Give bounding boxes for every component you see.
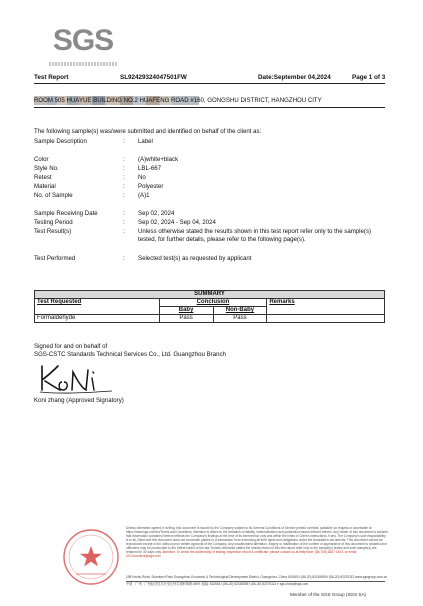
client-address: ROOM 505 HUAYUE BUILDING NO.2 HUAFENG ROAD #160, GONGSHU DISTRICT, HANGZHOU CITY — [34, 97, 322, 104]
field-label: Style No. — [34, 165, 59, 172]
office-address-en: 198 Kezhu Road, Scientech Park Guangzhou Economic & Technological Development District, Guangzhou, China 510663 t (86-20) 82155555 f (86-20) 82075113 www.sgsgroup.com.cn — [126, 575, 388, 579]
sgs-logo — [49, 18, 117, 66]
field-colon: : — [123, 228, 125, 235]
field-colon: : — [123, 165, 125, 172]
field-value: Sep 02, 2024 — [138, 210, 175, 217]
table-row — [35, 315, 385, 323]
signatory-name: Koni zhang (Approved Signatory) — [34, 397, 124, 404]
official-stamp-seal — [62, 528, 120, 586]
field-label: Sample Description — [34, 138, 87, 145]
field-value: Polyester — [138, 183, 164, 190]
logo-dots — [49, 62, 117, 66]
signed-line-2: SGS-CSTC Standards Technical Services Co., Ltd. Guangzhou Branch — [34, 351, 226, 358]
field-value: (A)1 — [138, 192, 150, 199]
summary-table — [34, 290, 385, 323]
field-colon: : — [123, 156, 125, 163]
footer-rule — [126, 581, 385, 582]
field-colon: : — [123, 174, 125, 181]
field-label: No. of Sample — [34, 192, 73, 199]
field-colon: : — [123, 219, 125, 226]
cell-non-baby: Pass — [213, 315, 267, 323]
footer — [56, 520, 386, 590]
field-label: Sample Receiving Date — [34, 210, 98, 217]
field-value: Unless otherwise stated the results shown in this test report refer only to the sample(s) tested, for further details, please refer to the following page(s). — [138, 228, 372, 243]
field-value: (A)white+black — [138, 156, 179, 163]
field-label: Retest — [34, 174, 52, 181]
field-value: Selected test(s) as requested by applicant — [138, 255, 252, 262]
col-conclusion: Conclusion — [159, 299, 267, 307]
fine-print-text: Unless otherwise agreed in writing, this document is issued by the Company subject to its General Conditions of Service printed overleaf, available on request or accessible at https://www.sgs.com/en/Terms-and-Conditions. Attention is drawn to the limitation of liability, indemnification and jurisdiction issues defined therein. Any holder of this document is advised that information contained hereon reflects the Company's findings at the time of its intervention only and within the limits of Client's instructions, if any. The Company's sole responsibility is to its Client and this document does not exonerate parties to a transaction from exercising all their rights and obligations under the transaction documents. This document cannot be reproduced except in full, without prior written approval of the Company. Any unauthorized alteration, forgery or falsification of the content or appearance of this document is unlawful and offenders may be prosecuted to the fullest extent of the law. Unless otherwise stated the results shown in this test report refer only to the sample(s) tested and such sample(s) are retained for 30 days only. — [126, 526, 388, 554]
office-address-cn: 中国 · 广州 · 广州经济技术开发区科学城科珠路198号 邮编: 510663 t (86-20) 82155555 f (86-20) 82075113 e sgs.china@sgs.com — [126, 582, 309, 586]
report-number: SL92429324047501FW — [120, 74, 187, 81]
col-remarks: Remarks — [267, 299, 385, 315]
handwritten-signature — [36, 360, 116, 396]
page-number: Page 1 of 3 — [352, 74, 386, 81]
client-address-row — [34, 96, 385, 105]
intro-text: The following sample(s) was/were submitted and identified on behalf of the client as: — [34, 128, 262, 135]
cell-remarks — [267, 315, 385, 323]
col-baby: Baby — [159, 307, 213, 315]
field-label: Color — [34, 156, 49, 163]
cell-test: Formaldehyde — [35, 315, 160, 323]
field-colon: : — [123, 255, 125, 262]
terms-fine-print — [126, 526, 388, 558]
col-test-requested: Test Requested — [35, 299, 160, 315]
member-of-sgs-group: Member of the SGS Group (SGS SA) — [290, 592, 367, 597]
field-label: Test Result(s) — [34, 228, 72, 235]
field-value: LBL-667 — [138, 165, 162, 172]
field-colon: : — [123, 210, 125, 217]
field-label: Test Performed — [34, 255, 76, 262]
field-label: Testing Period — [34, 219, 73, 226]
field-value: No — [138, 174, 146, 181]
signed-line-1: Signed for and on behalf of — [34, 343, 108, 350]
field-colon: : — [123, 138, 125, 145]
field-value: Sep 02, 2024 - Sep 04, 2024 — [138, 219, 216, 226]
field-label: Material — [34, 183, 56, 190]
field-colon: : — [123, 183, 125, 190]
report-date: Date:September 04,2024 — [258, 74, 331, 81]
col-non-baby: Non-Baby — [213, 307, 267, 315]
report-label: Test Report — [34, 74, 69, 81]
summary-title: SUMMARY — [35, 291, 385, 299]
logo-text: SGS — [52, 24, 114, 57]
authenticity-notice: Attention: To check the authenticity of testing /inspection report & certificate, please contact us at telephone: (86-755) 8307 1443, or email: CN.Doccheck@sgs.com — [126, 550, 357, 558]
cell-baby: Pass — [159, 315, 213, 323]
header-rule — [34, 83, 385, 84]
field-colon: : — [123, 192, 125, 199]
field-value: Label — [138, 138, 153, 145]
address-rule — [34, 107, 385, 108]
